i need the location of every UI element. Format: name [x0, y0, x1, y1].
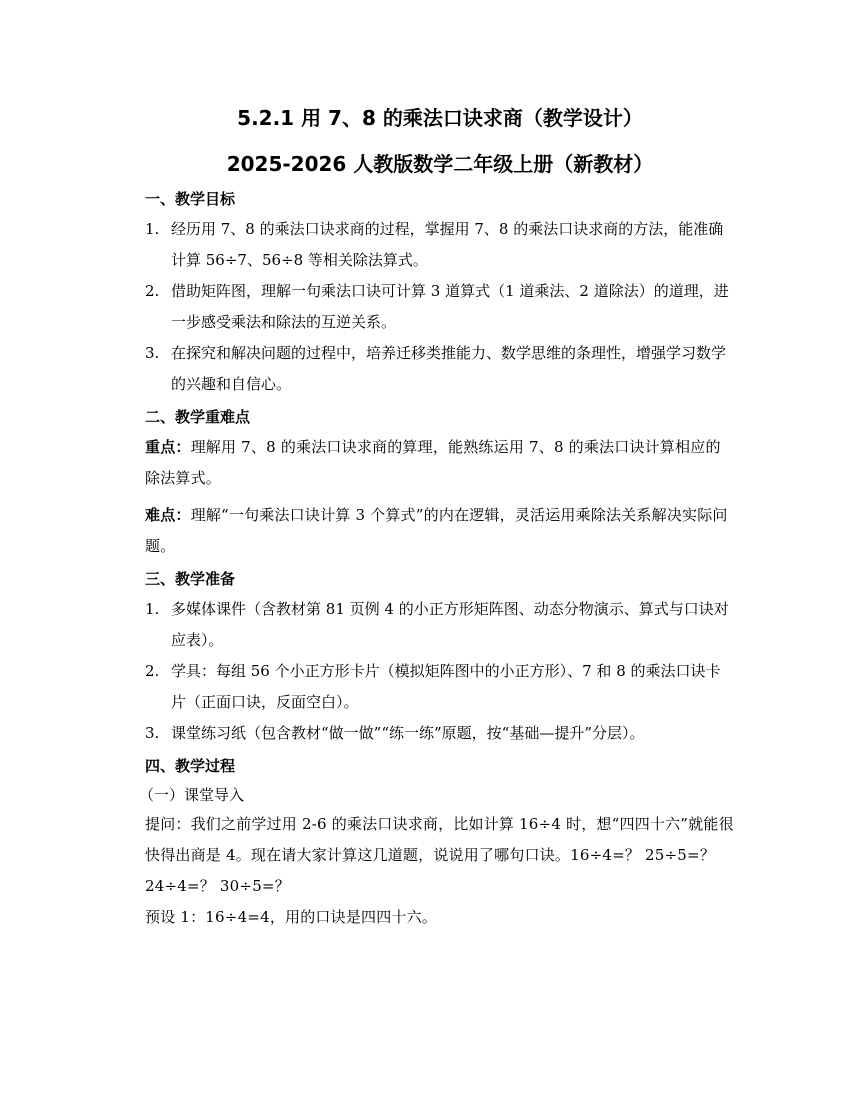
focus-text: 理解用 7、8 的乘法口诀求商的算理，能熟练运用 7、8 的乘法口诀计算相应的除法算式。 [145, 438, 721, 487]
section-heading-key-points: 二、教学重难点 [145, 408, 251, 426]
focus-label: 重点： [145, 438, 191, 456]
section-heading-goals: 一、教学目标 [145, 190, 236, 208]
list-number: 3. [145, 724, 160, 742]
list-number: 3. [145, 344, 160, 362]
list-item [145, 214, 735, 276]
list-item [145, 718, 735, 749]
difficulty-label: 难点： [145, 506, 191, 524]
list-item [145, 594, 735, 656]
list-number: 1. [145, 600, 160, 618]
list-text: 课堂练习纸（包含教材“做一做”“练一练”原题，按“基础—提升”分层）。 [171, 724, 645, 742]
preset-paragraph: 预设 1：16÷4=4，用的口诀是四四十六。 [145, 908, 438, 926]
focus-paragraph [145, 432, 735, 494]
document-subtitle: 2025-2026 人教版数学二年级上册（新教材） [226, 152, 654, 176]
list-text: 借助矩阵图，理解一句乘法口诀可计算 3 道算式（1 道乘法、2 道除法）的道理，进一步感受乘法和除法的互逆关系。 [171, 282, 729, 331]
difficulty-paragraph [145, 500, 735, 562]
subsection-heading: （一）课堂导入 [139, 786, 245, 804]
list-item [145, 276, 735, 338]
list-text: 在探究和解决问题的过程中，培养迁移类推能力、数学思维的条理性，增强学习数学的兴趣和自信心。 [171, 344, 727, 393]
section-heading-preparation: 三、教学准备 [145, 570, 236, 588]
list-item [145, 338, 735, 400]
list-text: 多媒体课件（含教材第 81 页例 4 的小正方形矩阵图、动态分物演示、算式与口诀对应表）。 [171, 600, 729, 649]
list-text: 学具：每组 56 个小正方形卡片（模拟矩阵图中的小正方形）、7 和 8 的乘法口诀卡片（正面口诀，反面空白）。 [171, 662, 721, 711]
list-number: 2. [145, 282, 160, 300]
document-page [139, 100, 735, 933]
list-number: 2. [145, 662, 160, 680]
list-number: 1. [145, 220, 160, 238]
difficulty-text: 理解“一句乘法口诀计算 3 个算式”的内在逻辑，灵活运用乘除法关系解决实际问题。 [145, 506, 728, 555]
intro-paragraph: 提问：我们之前学过用 2-6 的乘法口诀求商，比如计算 16÷4 时，想“四四十六”就能很快得出商是 4。现在请大家计算这几道题，说说用了哪句口诀。16÷4=？ 25÷5=？ 24÷4=？ 30÷5=？ [145, 815, 734, 895]
document-title: 5.2.1 用 7、8 的乘法口诀求商（教学设计） [237, 106, 643, 130]
list-item [145, 656, 735, 718]
section-heading-process: 四、教学过程 [145, 757, 236, 775]
list-text: 经历用 7、8 的乘法口诀求商的过程，掌握用 7、8 的乘法口诀求商的方法，能准确计算 56÷7、56÷8 等相关除法算式。 [171, 220, 724, 269]
